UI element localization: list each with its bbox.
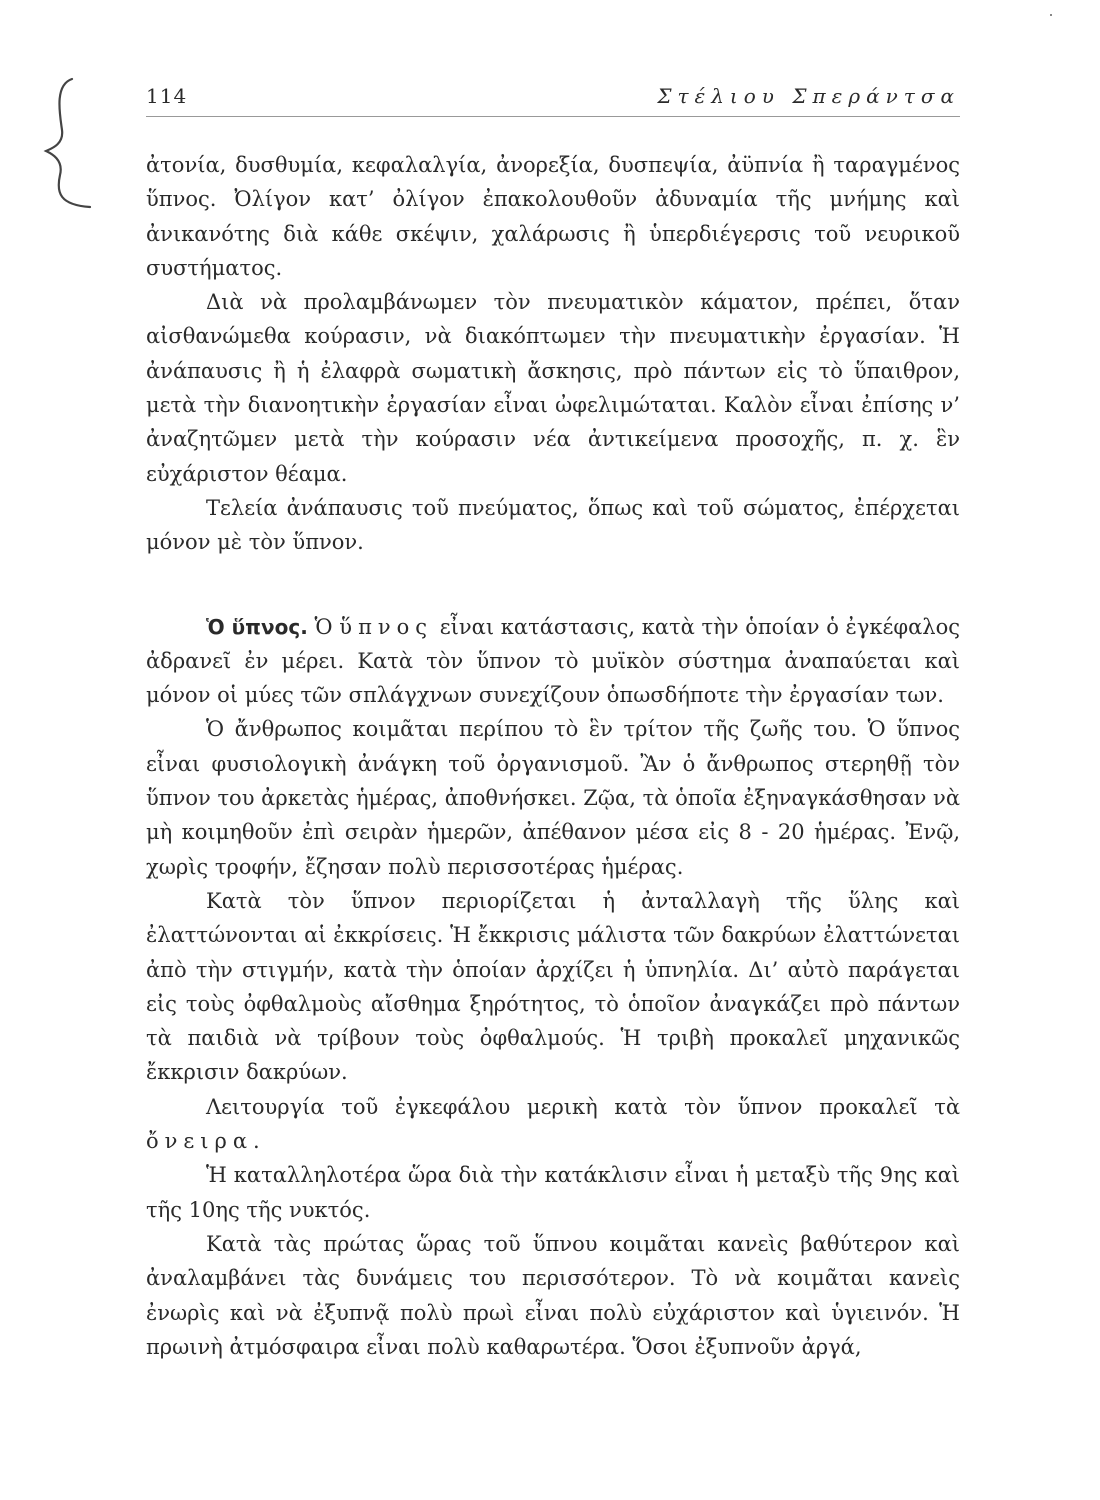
section-title: Ὁ ὕπνος. xyxy=(206,614,308,639)
paragraph: Κατὰ τὰς πρώτας ὥρας τοῦ ὕπνου κοιμᾶται κανεὶς βαθύτερον καὶ ἀναλαμβάνει τὰς δυνάμεις του περισσότερον. Τὸ νὰ κοιμᾶται κανεὶς ἐνωρὶς καὶ νὰ ἐξυπνᾷ πολὺ πρωὶ εἶναι πολὺ εὐχάριστον καὶ ὑγιεινόν. Ἡ πρωινὴ ἀτμόσφαιρα εἶναι πολὺ καθαρωτέρα. Ὅσοι ἐξυπνοῦν ἀργά, xyxy=(146,1231,960,1359)
paragraph: Τελεία ἀνάπαυσις τοῦ πνεύματος, ὅπως καὶ τοῦ σώματος, ἐπέρχεται μόνον μὲ τὸν ὕπνον. xyxy=(146,495,960,555)
section-lead-word: Ὁ xyxy=(314,614,333,639)
paragraph: Ὁ ἄνθρωπος κοιμᾶται περίπου τὸ ἓν τρίτον τῆς ζωῆς του. Ὁ ὕπνος εἶναι φυσιολογικὴ ἀνάγκη τοῦ ὀργανισμοῦ. Ἂν ὁ ἄνθρωπος στερηθῇ τὸν ὕπνον του ἀρκετὰς ἡμέρας, ἀποθνήσκει. Ζῷα, τὰ ὁποῖα ἐξηναγκάσθησαν νὰ μὴ κοιμηθοῦν ἐπὶ σειρὰν ἡμερῶν, ἀπέθανον μέσα εἰς 8 - 20 ἡμέρας. Ἐνῷ, χωρὶς τροφήν, ἔζησαν πολὺ περισσοτέρας ἡμέρας. xyxy=(146,717,960,879)
body-text xyxy=(146,148,960,1364)
header-rule xyxy=(146,116,960,117)
curly-brace-mark xyxy=(20,75,100,215)
paragraph: Διὰ νὰ προλαμβάνωμεν τὸν πνευματικὸν κάματον, πρέπει, ὅταν αἰσθανώμεθα κούρασιν, νὰ διακόπτωμεν τὴν πνευματικὴν ἐργασίαν. Ἡ ἀνάπαυσις ἢ ἡ ἐλαφρὰ σωματικὴ ἄσκησις, πρὸ πάντων εἰς τὸ ὕπαιθρον, μετὰ τὴν διανοητικὴν ἐργασίαν εἶναι ὠφελιμώταται. Καλὸν εἶναι ἐπίσης ν’ ἀναζητῶμεν μετὰ τὴν κούρασιν νέα ἀντικείμενα προσοχῆς, π. χ. ἓν εὐχάριστον θέαμα. xyxy=(146,290,960,486)
section-paragraph xyxy=(146,610,960,713)
page-header xyxy=(146,84,960,120)
paragraph: Ἡ καταλληλοτέρα ὥρα διὰ τὴν κατάκλισιν εἶναι ἡ μεταξὺ τῆς 9ης καὶ τῆς 10ης τῆς νυκτός. xyxy=(146,1163,960,1222)
section-text: εἶναι κατάστασις, κατὰ τὴν ὁποίαν ὁ ἐγκέφαλος ἀδρανεῖ ἐν μέρει. Κατὰ τὸν ὕπνον τὸ μυϊκὸν σύστημα ἀναπαύεται καὶ μόνον οἱ μύες τῶν σπλάγχνων συνεχίζουν ὁπωσδήποτε τὴν ἐργασίαν των. xyxy=(146,614,960,708)
emphasized-term: ὄνειρα. xyxy=(146,1129,266,1154)
paragraph: Κατὰ τὸν ὕπνον περιορίζεται ἡ ἀνταλλαγὴ τῆς ὕλης καὶ ἐλαττώνονται αἱ ἐκκρίσεις. Ἡ ἔκκρισις μάλιστα τῶν δακρύων ἐλαττώνεται ἀπὸ τὴν στιγμήν, κατὰ τὴν ὁποίαν ἀρχίζει ἡ ὑπνηλία. Δι’ αὐτὸ παράγεται εἰς τοὺς ὀφθαλμοὺς αἴσθημα ξηρότητος, τὸ ὁποῖον ἀναγκάζει πρὸ πάντων τὰ παιδιὰ νὰ τρίβουν τοὺς ὀφθαλμούς. Ἡ τριβὴ προκαλεῖ μηχανικῶς ἔκκρισιν δακρύων. xyxy=(146,888,960,1085)
section-spacer xyxy=(146,560,960,610)
scan-speck xyxy=(1050,14,1052,16)
paragraph-text: Λειτουργία τοῦ ἐγκεφάλου μερικὴ κατὰ τὸν ὕπνον προκαλεῖ τὰ xyxy=(206,1094,960,1119)
paragraph xyxy=(146,1090,960,1159)
paragraph-continuation: ἀτονία, δυσθυμία, κεφαλαλγία, ἀνορεξία, δυσπεψία, ἀϋπνία ἢ ταραγμένος ὕπνος. Ὀλίγον κατ’ ὀλίγον ἐπακολουθοῦν ἀδυναμία τῆς μνήμης καὶ ἀνικανότης διὰ κάθε σκέψιν, χαλάρωσις ἢ ὑπερδιέγερσις τοῦ νευρικοῦ συστήματος. xyxy=(146,153,960,280)
running-head: Στέλιου Σπεράντσα xyxy=(657,84,960,108)
page-number: 114 xyxy=(146,84,188,108)
emphasized-term: ὕπνος xyxy=(339,614,434,639)
